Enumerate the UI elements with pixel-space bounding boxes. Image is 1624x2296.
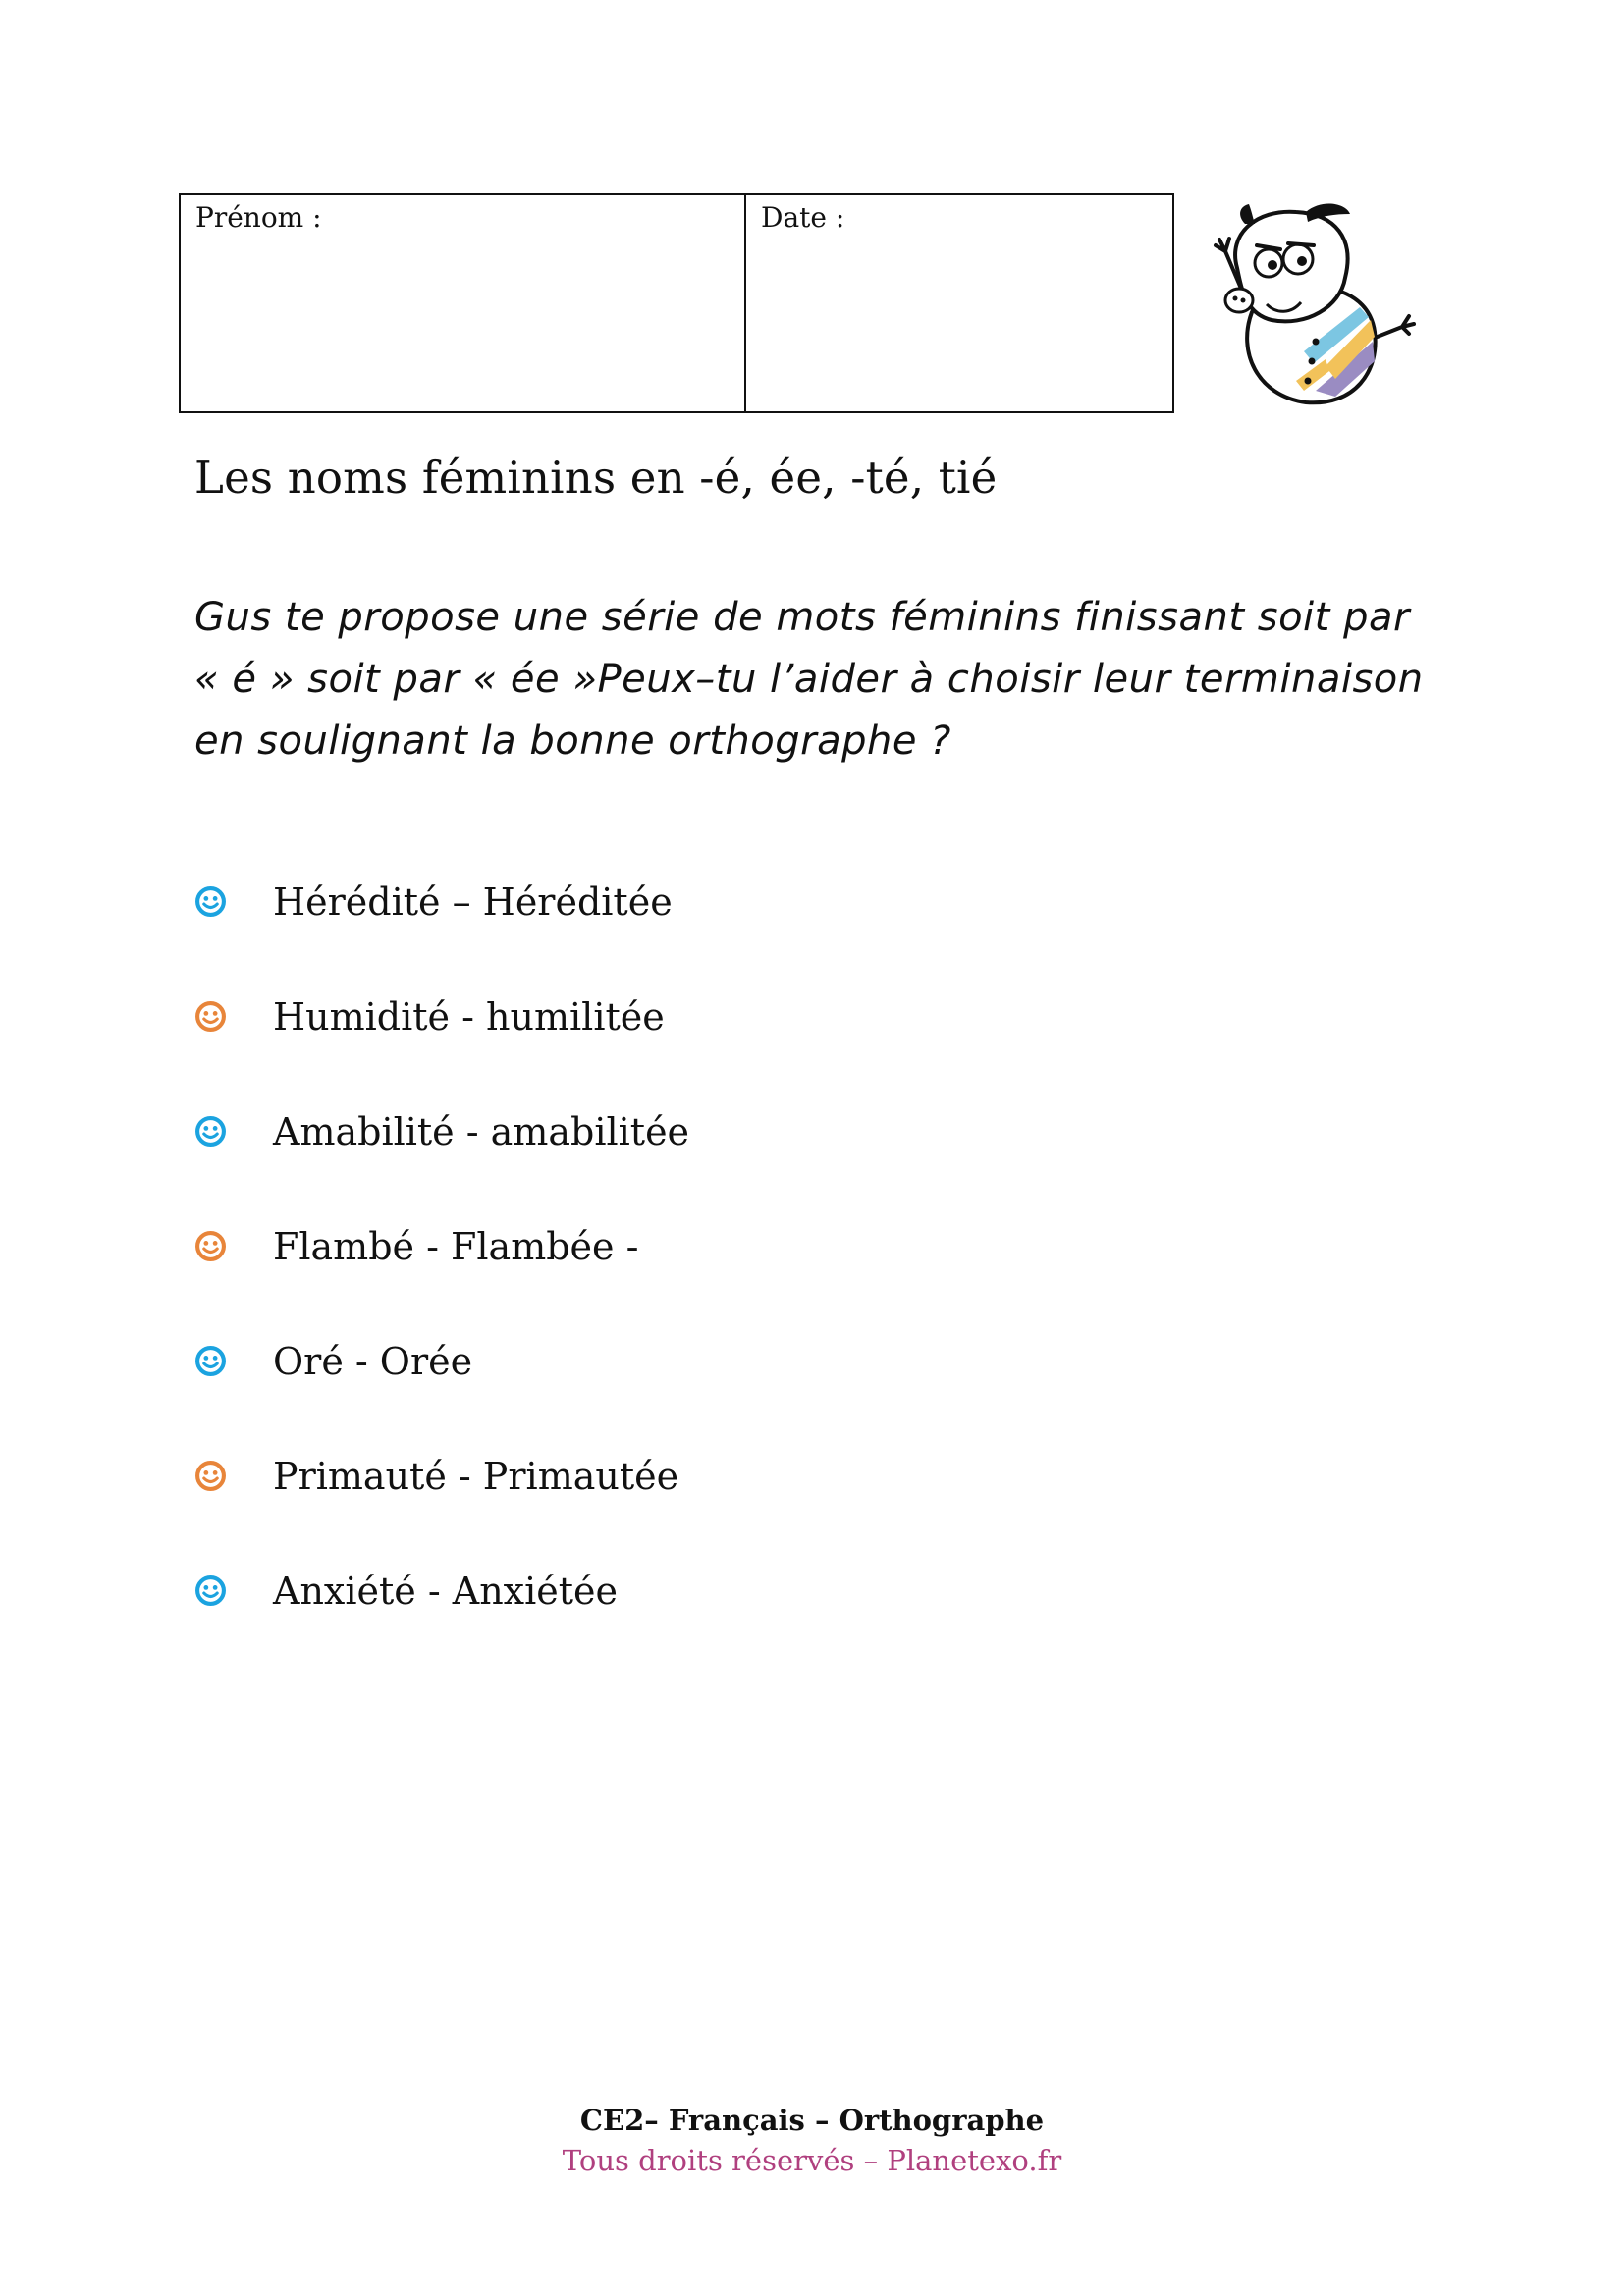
word-list [194,874,689,1678]
list-item [194,1448,689,1563]
smiley-icon [194,1230,227,1262]
word-pair[interactable]: Amabilité - amabilitée [273,1110,690,1153]
smiley-icon [194,1115,227,1148]
smiley-icon [194,885,227,918]
smiley-icon [194,1575,227,1607]
word-pair[interactable]: Flambé - Flambée - [273,1225,639,1268]
sheep-mascot-icon [1198,194,1419,420]
smiley-icon [194,1345,227,1377]
date-field[interactable] [746,195,1172,411]
word-pair[interactable]: Anxiété - Anxiétée [273,1570,618,1613]
page-title: Les noms féminins en -é, ée, -té, tié [194,452,998,504]
word-pair[interactable]: Humidité - humilitée [273,995,665,1039]
list-item [194,988,689,1103]
date-label: Date : [761,201,845,234]
name-date-box [179,193,1174,413]
word-pair[interactable]: Primauté - Primautée [273,1455,679,1498]
footer-copyright: Tous droits réservés – Planetexo.fr [562,2144,1062,2177]
smiley-icon [194,1460,227,1492]
footer-subject: CE2– Français – Orthographe [579,2104,1045,2137]
word-pair[interactable]: Hérédité – Héréditée [273,881,673,924]
instructions-text: Gus te propose une série de mots féminins finissant soit par « é » soit par « ée »Peux–tu l’aider à choisir leur terminaison en soulignant la bonne orthographe ? [194,595,1424,764]
list-item [194,874,689,988]
smiley-icon [194,1000,227,1033]
word-pair[interactable]: Oré - Orée [273,1340,473,1383]
list-item [194,1103,689,1218]
prenom-field[interactable] [181,195,746,411]
list-item [194,1563,689,1678]
list-item [194,1218,689,1333]
list-item [194,1333,689,1448]
prenom-label: Prénom : [195,201,322,234]
